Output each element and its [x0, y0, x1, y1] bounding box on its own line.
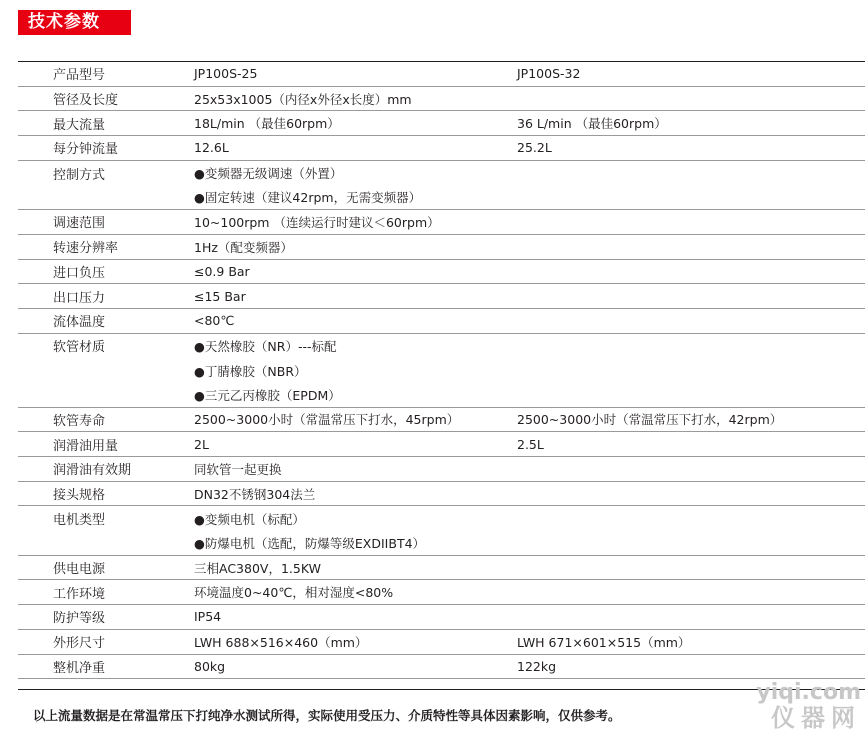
row-value-model-2: 2500~3000小时（常温常压下打水，42rpm）: [517, 412, 783, 428]
row-label: 软管材质: [53, 340, 106, 356]
row-label: 工作环境: [53, 586, 106, 602]
row-value-model-1: ●天然橡胶（NR）---标配: [194, 338, 337, 354]
row-label: 软管寿命: [53, 413, 106, 429]
row-value-model-1: LWH 688×516×460（mm）: [194, 634, 368, 650]
row-value-model-1: 12.6L: [194, 140, 229, 156]
row-value-model-1: ≤15 Bar: [194, 288, 246, 304]
table-row: [18, 556, 865, 581]
table-row: [18, 605, 865, 630]
table-row: [18, 260, 865, 285]
table-row: [18, 284, 865, 309]
table-row: [18, 136, 865, 161]
section-title: 技术参数: [18, 10, 131, 35]
table-row: [18, 531, 865, 556]
row-label: 润滑油用量: [53, 438, 119, 454]
row-value-model-1: ●三元乙丙橡胶（EPDM）: [194, 387, 341, 403]
row-label: 出口压力: [53, 290, 106, 306]
table-row: [18, 506, 865, 531]
table-row: [18, 235, 865, 260]
row-value-model-2: 25.2L: [517, 140, 552, 156]
watermark-line-2: 仪器网: [771, 704, 861, 732]
table-row: [18, 432, 865, 457]
row-value-model-1: <80℃: [194, 313, 235, 329]
table-row: [18, 482, 865, 507]
table-row: [18, 210, 865, 235]
table-row: [18, 161, 865, 186]
spec-table: [18, 62, 865, 679]
row-label: 最大流量: [53, 117, 106, 133]
table-row: [18, 630, 865, 655]
table-row: [18, 457, 865, 482]
row-value-model-1: 2500~3000小时（常温常压下打水，45rpm）: [194, 412, 460, 428]
row-label: 调速范围: [53, 216, 106, 232]
row-value-model-2: 36 L/min （最佳60rpm）: [517, 116, 667, 132]
table-row: [18, 383, 865, 408]
row-label: 管径及长度: [53, 93, 119, 109]
table-row: [18, 185, 865, 210]
row-value-model-1: ●丁腈橡胶（NBR）: [194, 363, 307, 379]
table-row: [18, 309, 865, 334]
row-value-model-1: DN32不锈钢304法兰: [194, 486, 316, 502]
table-row: [18, 358, 865, 383]
row-label: 电机类型: [53, 513, 106, 529]
header-model-1: JP100S-25: [194, 66, 258, 82]
table-row: [18, 111, 865, 136]
row-value-model-1: 2L: [194, 436, 209, 452]
header-model-2: JP100S-32: [517, 66, 581, 82]
row-label: 转速分辨率: [53, 241, 119, 257]
row-label: 进口负压: [53, 265, 106, 281]
row-value-model-1: IP54: [194, 609, 222, 625]
row-label: 外形尺寸: [53, 636, 106, 652]
row-value-model-1: 三相AC380V，1.5KW: [194, 560, 321, 576]
row-value-model-1: ●固定转速（建议42rpm，无需变频器）: [194, 190, 422, 206]
row-value-model-2: LWH 671×601×515（mm）: [517, 634, 691, 650]
row-value-model-1: 环境温度0~40℃，相对湿度<80%: [194, 585, 394, 601]
row-value-model-2: 2.5L: [517, 436, 544, 452]
table-row: [18, 408, 865, 433]
header-label: 产品型号: [53, 68, 106, 84]
table-header-row: [18, 62, 865, 87]
row-value-model-1: 1Hz（配变频器）: [194, 239, 293, 255]
row-value-model-1: 25x53x1005（内径x外径x长度）mm: [194, 91, 412, 107]
row-label: 流体温度: [53, 315, 106, 331]
row-label: 整机净重: [53, 660, 106, 676]
watermark-line-1: yiqi.com: [756, 680, 861, 705]
row-value-model-1: 同软管一起更换: [194, 461, 282, 477]
row-value-model-1: ≤0.9 Bar: [194, 263, 250, 279]
row-value-model-1: ●防爆电机（选配，防爆等级EXDIIBT4）: [194, 535, 426, 551]
row-label: 每分钟流量: [53, 142, 119, 158]
watermark: [756, 682, 861, 730]
row-value-model-2: 122kg: [517, 658, 557, 674]
row-label: 控制方式: [53, 167, 106, 183]
table-row: [18, 87, 865, 112]
row-label: 接头规格: [53, 488, 106, 504]
row-value-model-1: 18L/min （最佳60rpm）: [194, 116, 340, 132]
row-label: 供电电源: [53, 562, 106, 578]
row-value-model-1: ●变频电机（标配）: [194, 511, 305, 527]
row-value-model-1: 80kg: [194, 658, 226, 674]
footnote: 以上流量数据是在常温常压下打纯净水测试所得，实际使用受压力、介质特性等具体因素影响，仅供参考。: [33, 708, 621, 723]
table-row: [18, 580, 865, 605]
table-bottom-rule: [18, 689, 865, 690]
row-value-model-1: 10~100rpm （连续运行时建议＜60rpm）: [194, 214, 440, 230]
table-row: [18, 334, 865, 359]
row-label: 防护等级: [53, 611, 106, 627]
row-value-model-1: ●变频器无级调速（外置）: [194, 166, 343, 182]
table-row: [18, 655, 865, 680]
row-label: 润滑油有效期: [53, 463, 132, 479]
